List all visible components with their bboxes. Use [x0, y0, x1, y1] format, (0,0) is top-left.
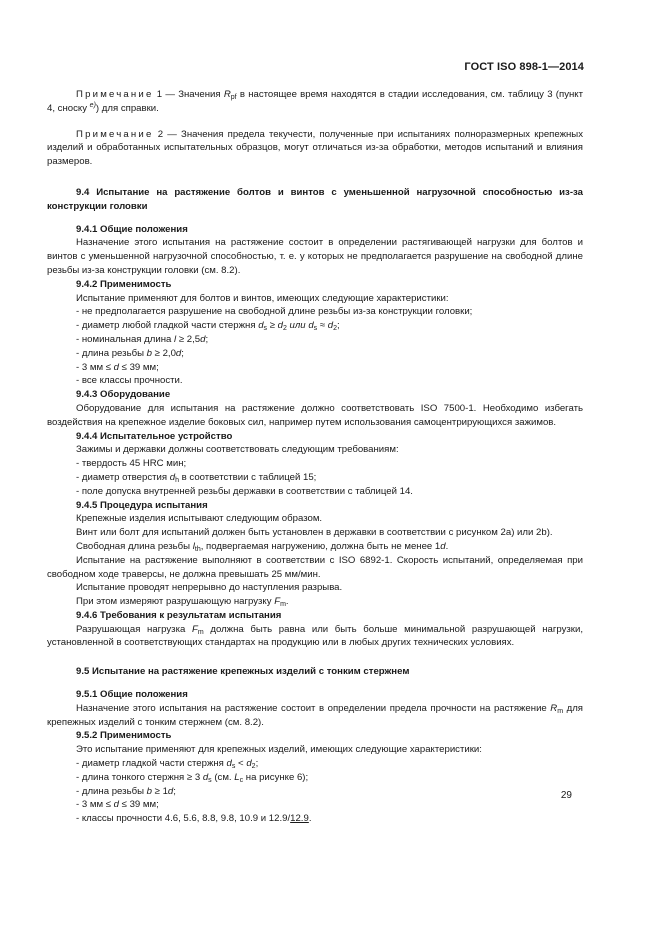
section-9-5-2-title: 9.5.2 Применимость	[76, 730, 172, 742]
list-item: - длина резьбы b ≥ 2,0d;	[76, 347, 184, 359]
section-9-5-1-title: 9.5.1 Общие положения	[76, 689, 188, 701]
list-item: - диаметр гладкой части стержня $d_s < d_2$;	[76, 758, 259, 771]
page-number: 29	[560, 790, 572, 801]
list-item: - классы прочности 4.6, 5.6, 8.8, 9.8, 10.9 и 12.9/12.9.	[76, 813, 312, 825]
section-9-4-3-title: 9.4.3 Оборудование	[76, 389, 171, 401]
paragraph: Разрушающая нагрузка $F_m$ должна быть равна или быть больше минимальной разрушающей нагрузки, установленной в соответствующих стандартах на продукцию или в любых других технических условиях.	[47, 623, 584, 649]
section-9-4-1-text: Назначение этого испытания на растяжение состоит в определении растягивающей нагрузки для болтов и винтов с уменьшенной нагрузочной способностью, т. е. у которых не предполагается разрушение на свободной длине резьбы из-за конструкции головки (см. 8.2).	[47, 237, 583, 276]
document-id: ГОСТ ISO 898-1—2014	[464, 61, 584, 73]
section-9-4-4-title: 9.4.4 Испытательное устройство	[76, 430, 233, 442]
list-item: - диаметр отверстия $d_h$ в соответствии с таблицей 15;	[76, 471, 317, 484]
list-item: - диаметр любой гладкой части стержня $d_s \ge d_2$ или $d_s \approx d_2$;	[76, 320, 340, 333]
paragraph: При этом измеряют разрушающую нагрузку $F_m$.	[76, 596, 289, 609]
paragraph: Крепежные изделия испытывают следующим образом.	[76, 513, 323, 525]
list-item: - длина резьбы b ≥ 1d;	[76, 785, 176, 797]
paragraph: Испытание проводят непрерывно до наступления разрыва.	[76, 582, 343, 594]
paragraph: Испытание на растяжение выполняют в соответствии с ISO 6892-1. Скорость испытаний, определяемая при свободном ходе траверсы, не должна превышать 25 мм/мин.	[47, 554, 583, 580]
paragraph: Назначение этого испытания на растяжение состоит в определении предела прочности на растяжение $R_m$ для крепежных изделий с тонким стержнем (см. 8.2).	[47, 702, 583, 728]
section-9-4-1-title: 9.4.1 Общие положения	[76, 223, 188, 235]
paragraph: Свободная длина резьбы $l_{th}$, подвергаемая нагружению, должна быть не менее 1d.	[76, 540, 449, 553]
list-item: - не предполагается разрушение на свободной длине резьбы из-за конструкции головки;	[76, 306, 473, 318]
section-9-4-2-text: Испытание применяют для болтов и винтов, имеющих следующие характеристики:	[76, 292, 449, 304]
list-item: - 3 мм ≤ d ≤ 39 мм;	[76, 799, 159, 811]
section-9-4-3-text: Оборудование для испытания на растяжение должно соответствовать ISO 7500-1. Необходимо избегать воздействия на крепежное изделие боковых сил, например путем использования самоцентрирующихся зажимов.	[47, 402, 583, 428]
note-2: Примечание 2 — Значения предела текучести, полученные при испытаниях полноразмерных крепежных изделий и обработанных испытательных образцов, могут отличаться из-за обработки, методов испытаний и влияния размеров.	[47, 128, 583, 168]
list-item: - длина тонкого стержня ≥ 3 $d_s$ (см. $L_c$ на рисунке 6);	[76, 771, 309, 784]
section-9-4-5-title: 9.4.5 Процедура испытания	[76, 499, 208, 511]
paragraph: Винт или болт для испытаний должен быть установлен в державки в соответствии с рисунком 2а) или 2b).	[76, 527, 553, 539]
section-9-4-6-title: 9.4.6 Требования к результатам испытания	[76, 609, 282, 621]
section-9-4-title: 9.4 Испытание на растяжение болтов и винтов с уменьшенной нагрузочной способностью из-за конструкции головки	[47, 186, 583, 212]
list-item: - номинальная длина l ≥ 2,5d;	[76, 333, 209, 345]
list-item: - 3 мм ≤ d ≤ 39 мм;	[76, 361, 159, 373]
list-item: - поле допуска внутренней резьбы державки в соответствии с таблицей 14.	[76, 485, 413, 497]
page-content	[47, 88, 583, 826]
section-9-4-2-title: 9.4.2 Применимость	[76, 278, 172, 290]
note-1: Примечание 1 — Значения $R_{pf}$ в настоящее время находятся в стадии исследования, см. таблицу 3 (пункт 4, сноску $^{e)}$) для справки.	[47, 89, 583, 114]
list-item: - твердость 45 HRC мин;	[76, 458, 187, 470]
list-item: - все классы прочности.	[76, 375, 183, 387]
section-9-5-title: 9.5 Испытание на растяжение крепежных изделий с тонким стержнем	[76, 666, 410, 678]
paragraph: Это испытание применяют для крепежных изделий, имеющих следующие характеристики:	[76, 744, 482, 756]
section-9-4-4-text: Зажимы и державки должны соответствовать следующим требованиям:	[76, 444, 399, 456]
